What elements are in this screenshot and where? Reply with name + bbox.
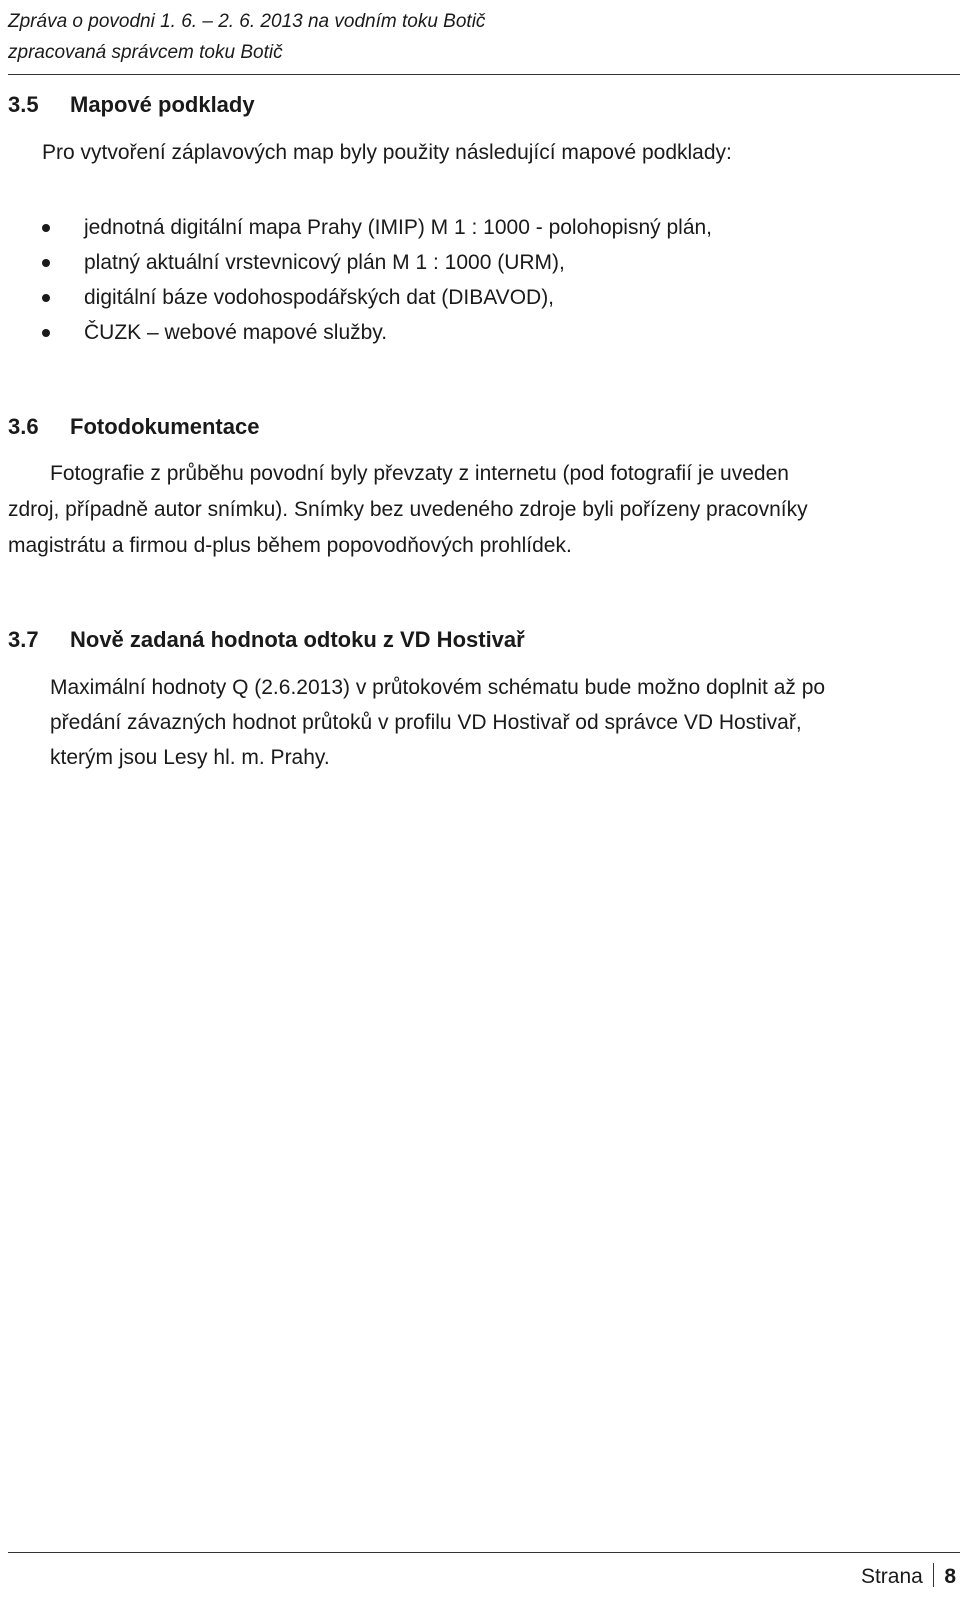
section-number: 3.7 xyxy=(8,627,39,652)
header-subtitle: zpracovaná správcem toku Botič xyxy=(8,42,283,63)
footer-separator xyxy=(933,1563,935,1587)
page-label: Strana xyxy=(860,1565,923,1588)
section-heading-3-6 xyxy=(8,412,259,442)
paragraph-line: magistrátu a firmou d-plus během popovodňových prohlídek. xyxy=(8,534,572,557)
bullet-icon xyxy=(42,329,50,337)
section-number: 3.6 xyxy=(8,414,39,439)
bullet-list xyxy=(42,210,712,350)
section-title: Fotodokumentace xyxy=(70,414,260,439)
section-heading-3-5 xyxy=(8,90,255,120)
page-number: 8 xyxy=(944,1565,956,1588)
list-item: jednotná digitální mapa Prahy (IMIP) M 1 : 1000 - polohopisný plán, xyxy=(42,210,712,245)
paragraph-line: zdroj, případně autor snímku). Snímky bez uvedeného zdroje byli pořízeny pracovníky xyxy=(8,498,808,521)
page-header xyxy=(8,6,485,68)
page-footer xyxy=(861,1563,956,1591)
footer-divider xyxy=(8,1552,960,1553)
section-title: Mapové podklady xyxy=(70,92,255,117)
paragraph-line: předání závazných hodnot průtoků v profilu VD Hostivař od správce VD Hostivař, xyxy=(50,711,802,734)
list-item: digitální báze vodohospodářských dat (DIBAVOD), xyxy=(42,280,712,315)
header-title: Zpráva o povodni 1. 6. – 2. 6. 2013 na vodním toku Botič xyxy=(8,11,486,32)
list-item: ČUZK – webové mapové služby. xyxy=(42,315,712,350)
header-divider xyxy=(8,74,960,75)
paragraph-line: Maximální hodnoty Q (2.6.2013) v průtokovém schématu bude možno doplnit až po xyxy=(50,676,826,699)
section-heading-3-7 xyxy=(8,625,525,655)
section-number: 3.5 xyxy=(8,92,39,117)
section-title: Nově zadaná hodnota odtoku z VD Hostivař xyxy=(70,627,525,652)
section-intro: Pro vytvoření záplavových map byly použity následující mapové podklady: xyxy=(42,141,732,164)
paragraph-line: Fotografie z průběhu povodní byly převzaty z internetu (pod fotografií je uveden xyxy=(50,462,789,485)
paragraph-line: kterým jsou Lesy hl. m. Prahy. xyxy=(50,746,330,769)
bullet-icon xyxy=(42,294,50,302)
bullet-icon xyxy=(42,224,50,232)
list-item: platný aktuální vrstevnicový plán M 1 : 1000 (URM), xyxy=(42,245,712,280)
bullet-icon xyxy=(42,259,50,267)
